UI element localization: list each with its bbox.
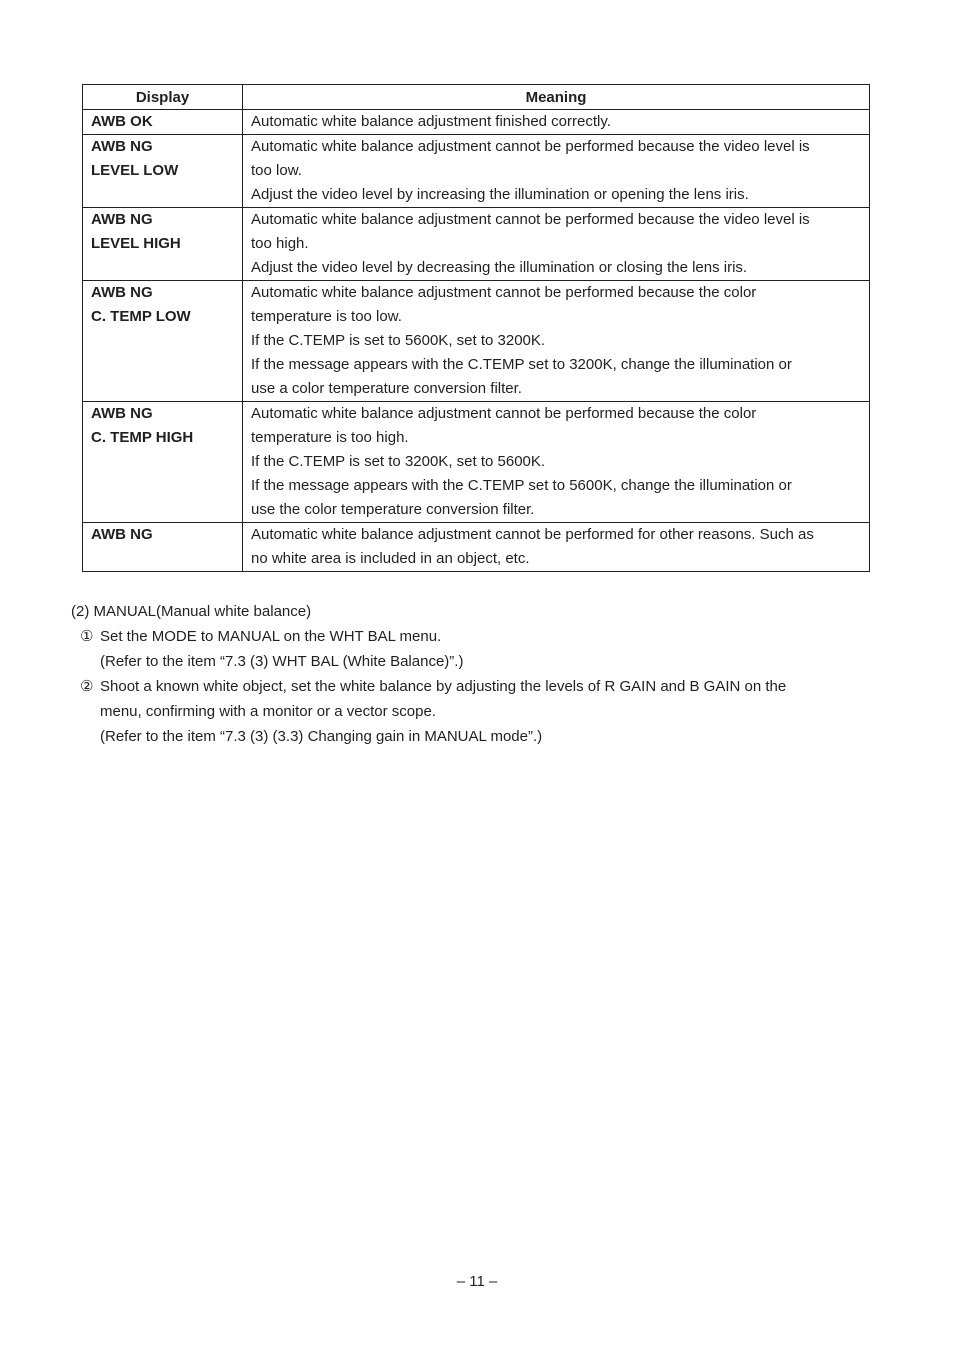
section-heading: (2) MANUAL(Manual white balance): [71, 603, 312, 620]
meaning-text: If the message appears with the C.TEMP set to 3200K, change the illumination or: [251, 356, 792, 373]
step-text: Shoot a known white object, set the white balance by adjusting the levels of R GAIN and B GAIN on the: [100, 678, 787, 695]
meaning-text: Automatic white balance adjustment cannot be performed because the color: [251, 405, 757, 422]
display-label: AWB NG: [91, 211, 153, 228]
meaning-cell: [243, 402, 870, 523]
step-number: ②: [80, 677, 94, 695]
meaning-cell: [243, 281, 870, 402]
header-meaning: Meaning: [243, 85, 870, 110]
table-header-row: [83, 85, 870, 110]
meaning-text: Automatic white balance adjustment finished correctly.: [251, 113, 611, 130]
display-label: AWB NG: [91, 405, 153, 422]
step-reference: (Refer to the item “7.3 (3) (3.3) Changing gain in MANUAL mode”.): [100, 728, 543, 745]
header-display: Display: [83, 85, 243, 110]
meaning-text: no white area is included in an object, etc.: [251, 550, 530, 567]
meaning-cell: [243, 135, 870, 208]
display-label: C. TEMP LOW: [91, 308, 191, 325]
meaning-text: too high.: [251, 235, 309, 252]
display-cell: [83, 208, 243, 281]
display-cell: [83, 523, 243, 572]
table-row: [83, 402, 870, 523]
step-2: [71, 674, 871, 749]
meaning-text: temperature is too low.: [251, 308, 402, 325]
meaning-cell: [243, 110, 870, 135]
display-cell: [83, 402, 243, 523]
meaning-text: Adjust the video level by decreasing the illumination or closing the lens iris.: [251, 259, 748, 276]
step-reference: (Refer to the item “7.3 (3) WHT BAL (White Balance)”.): [100, 653, 464, 670]
table-row: [83, 110, 870, 135]
meaning-text: use the color temperature conversion filter.: [251, 501, 535, 518]
step-number: ①: [80, 627, 94, 645]
page-number: – 11 –: [456, 1273, 498, 1290]
meaning-text: Automatic white balance adjustment cannot be performed because the video level is: [251, 138, 810, 155]
display-label: LEVEL LOW: [91, 162, 179, 179]
display-label: AWB NG: [91, 138, 153, 155]
display-cell: [83, 110, 243, 135]
display-cell: [83, 135, 243, 208]
meaning-text: Automatic white balance adjustment cannot be performed because the video level is: [251, 211, 810, 228]
display-label: AWB NG: [91, 284, 153, 301]
meaning-text: use a color temperature conversion filter.: [251, 380, 522, 397]
table-row: [83, 135, 870, 208]
awb-message-table: [82, 84, 870, 572]
meaning-text: If the C.TEMP is set to 5600K, set to 3200K.: [251, 332, 546, 349]
meaning-cell: [243, 523, 870, 572]
table-row: [83, 281, 870, 402]
display-label: C. TEMP HIGH: [91, 429, 194, 446]
meaning-text: too low.: [251, 162, 302, 179]
step-text: menu, confirming with a monitor or a vector scope.: [100, 703, 436, 720]
step-text: Set the MODE to MANUAL on the WHT BAL menu.: [100, 628, 442, 645]
meaning-cell: [243, 208, 870, 281]
meaning-text: If the C.TEMP is set to 3200K, set to 5600K.: [251, 453, 546, 470]
step-1: [71, 624, 871, 674]
table-row: [83, 208, 870, 281]
table-row: [83, 523, 870, 572]
display-cell: [83, 281, 243, 402]
meaning-text: Automatic white balance adjustment cannot be performed because the color: [251, 284, 757, 301]
display-label: AWB OK: [91, 113, 153, 130]
meaning-text: temperature is too high.: [251, 429, 409, 446]
manual-white-balance-section: [71, 599, 871, 749]
display-label: AWB NG: [91, 526, 153, 543]
meaning-text: Automatic white balance adjustment cannot be performed for other reasons. Such as: [251, 526, 814, 543]
display-label: LEVEL HIGH: [91, 235, 181, 252]
meaning-text: If the message appears with the C.TEMP set to 5600K, change the illumination or: [251, 477, 792, 494]
meaning-text: Adjust the video level by increasing the illumination or opening the lens iris.: [251, 186, 749, 203]
